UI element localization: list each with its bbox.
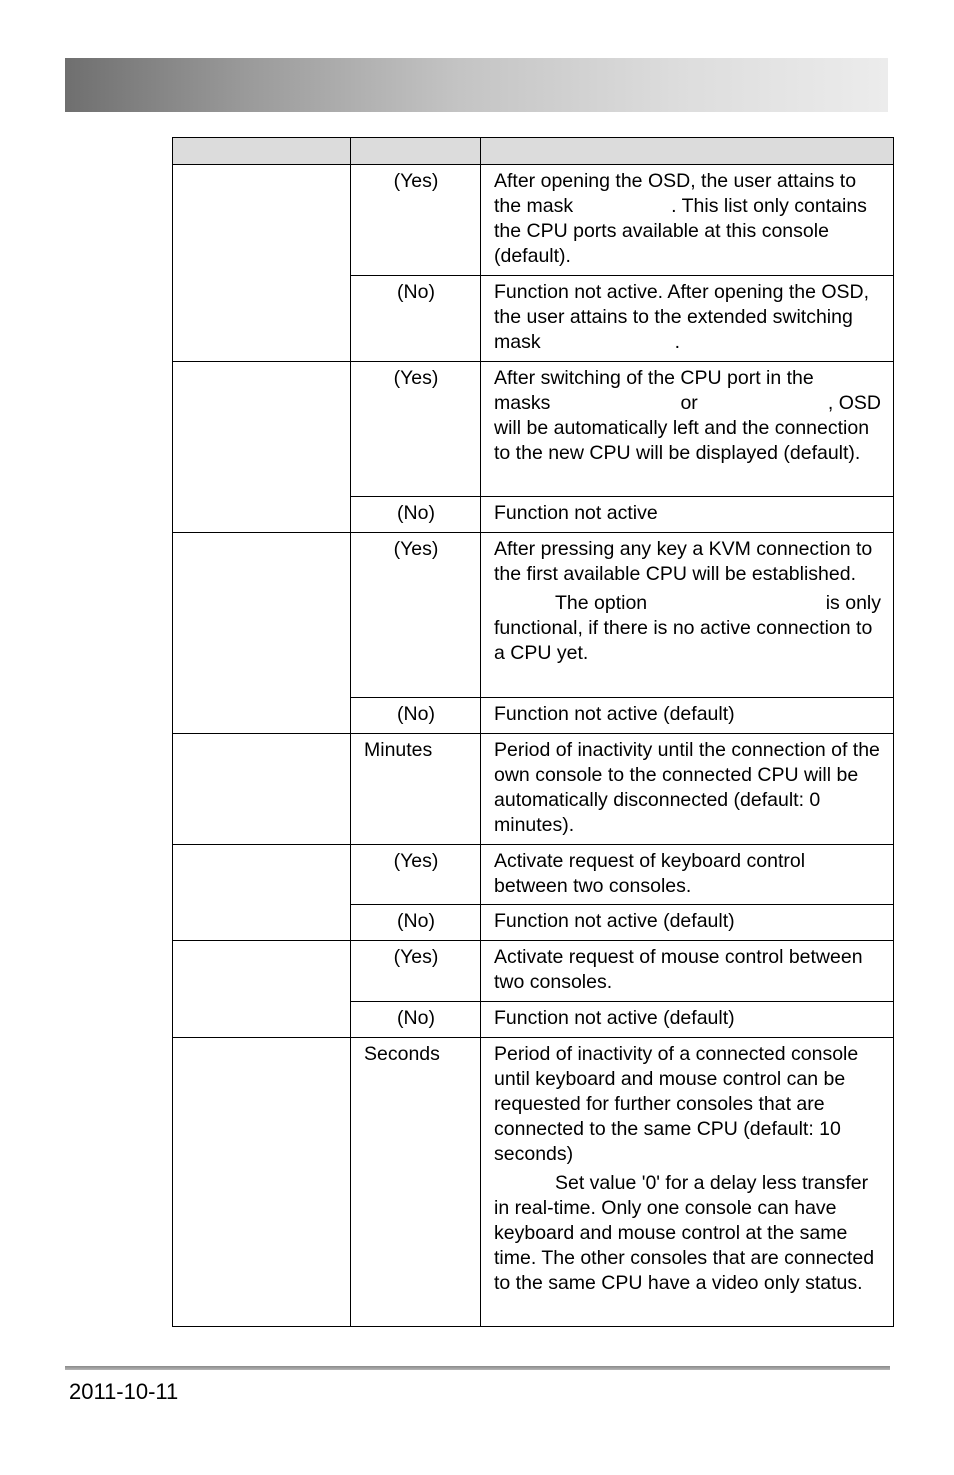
table-row <box>173 165 894 276</box>
header-cell-option <box>173 138 351 165</box>
description-text: is only <box>825 592 881 614</box>
footer-date: 2011-10-11 <box>69 1379 179 1404</box>
description-text: . <box>674 331 681 353</box>
description-cell <box>481 1038 894 1327</box>
description-cell: Function not active (default) <box>481 1002 894 1038</box>
table-row <box>173 533 894 698</box>
description-text: After pressing any key a KVM connection to the first available CPU will be established. <box>494 538 873 585</box>
value-cell: Minutes <box>351 734 481 845</box>
option-cell <box>173 533 351 734</box>
description-text: , OSD <box>827 392 881 414</box>
description-cell: Period of inactivity until the connection of the own console to the connected CPU will be automatically disconnected (default: 0 minutes). <box>481 734 894 845</box>
table-row <box>173 734 894 845</box>
footer-rule <box>65 1366 890 1370</box>
value-cell: (No) <box>351 497 481 533</box>
description-text: After opening the OSD, the user attains to the mask <box>494 170 857 217</box>
description-cell <box>481 533 894 698</box>
value-cell: Seconds <box>351 1038 481 1327</box>
value-cell: (Yes) <box>351 533 481 698</box>
value-cell: (No) <box>351 905 481 941</box>
note-text: Set value '0' for a delay less transfer in real-time. Only one console can have keyboard and mouse control at the same time. The other consoles that are connected to the same CPU have a video only status. <box>494 1172 875 1294</box>
value-cell: (No) <box>351 698 481 734</box>
description-text: . This list only contains the CPU ports available at this console (default). <box>494 195 867 267</box>
description-text: or <box>680 392 698 414</box>
table-row <box>173 1038 894 1327</box>
option-cell <box>173 1038 351 1327</box>
description-cell: Function not active (default) <box>481 698 894 734</box>
description-text: functional, if there is no active connection to a CPU yet. <box>494 617 873 664</box>
description-cell: Activate request of keyboard control between two consoles. <box>481 845 894 905</box>
description-cell <box>481 276 894 362</box>
description-text: masks <box>494 392 551 414</box>
value-cell: (Yes) <box>351 845 481 905</box>
table-row <box>173 845 894 905</box>
note-text: The option <box>555 592 648 614</box>
option-cell <box>173 362 351 533</box>
description-cell: Function not active (default) <box>481 905 894 941</box>
description-text: will be automatically left and the connection to the new CPU will be displayed (default). <box>494 417 870 464</box>
header-cell-description <box>481 138 894 165</box>
description-cell: Activate request of mouse control between two consoles. <box>481 941 894 1002</box>
value-cell: (No) <box>351 1002 481 1038</box>
table-row <box>173 362 894 497</box>
header-cell-value <box>351 138 481 165</box>
description-cell <box>481 165 894 276</box>
description-text: Period of inactivity of a connected console until keyboard and mouse control can be requested for further consoles that are connected to the same CPU (default: 10 seconds) <box>494 1043 859 1165</box>
value-cell: (No) <box>351 276 481 362</box>
description-text: After switching of the CPU port in the <box>494 367 814 389</box>
table-header-row <box>173 138 894 165</box>
option-cell <box>173 165 351 362</box>
option-cell <box>173 845 351 941</box>
option-cell <box>173 941 351 1038</box>
value-cell: (Yes) <box>351 165 481 276</box>
description-cell <box>481 362 894 497</box>
table-row <box>173 941 894 1002</box>
description-cell: Function not active <box>481 497 894 533</box>
description-text: Function not active. After opening the OSD, the user attains to the extended switching mask <box>494 281 870 353</box>
value-cell: (Yes) <box>351 362 481 497</box>
value-cell: (Yes) <box>351 941 481 1002</box>
page-header-bar <box>65 58 888 112</box>
settings-table <box>172 137 894 1327</box>
option-cell <box>173 734 351 845</box>
